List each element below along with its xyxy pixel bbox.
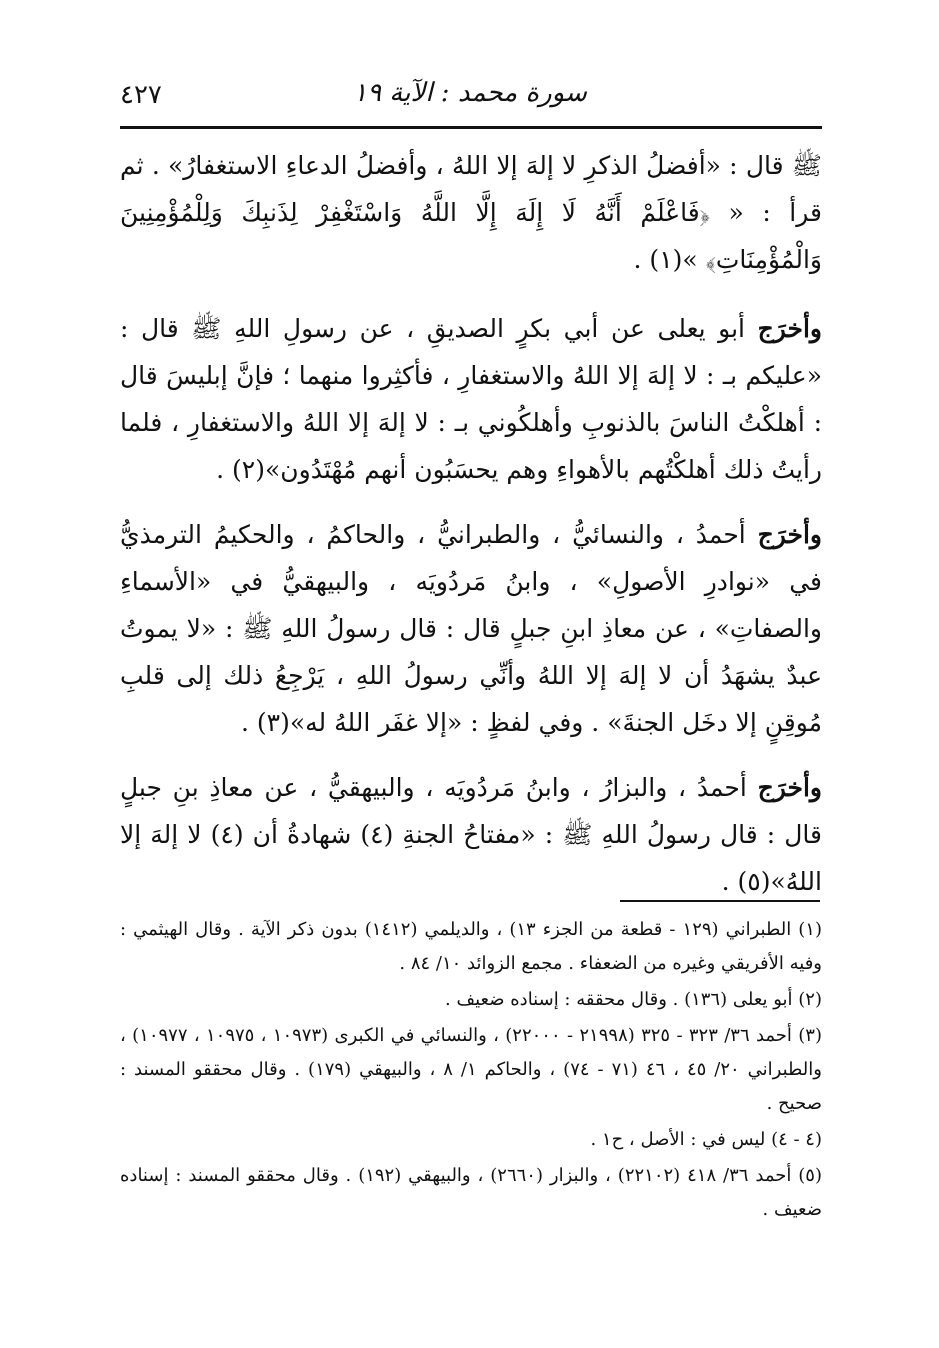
footnote-1: (١) الطبراني (١٢٩ - قطعة من الجزء ١٣) ، والديلمي (١٤١٢) بدون ذكر الآية . وقال الهيثمي : وفيه الأفريقي وغيره من الضعفاء . مجمع الزوائد ١٠/ ٨٤ .: [120, 919, 822, 974]
paragraph-4-text: أحمدُ ، والبزارُ ، وابنُ مَردُويَه ، والبيهقيُّ ، عن معاذِ بنِ جبلٍ قال : قال رسولُ اللهِ ﷺ : «مفتاحُ الجنةِ (٤) شهادةُ أن (٤) لا إلهَ إلا اللهُ»(٥) .: [120, 773, 822, 896]
footnote-3: (٣) أحمد ٣٦/ ٣٢٣ - ٣٢٥ (٢١٩٩٨ - ٢٢٠٠٠) ، والنسائي في الكبرى (١٠٩٧٣ ، ١٠٩٧٥ ، ١٠٩٧٧) ، والطبراني ٢٠/ ٤٥ ، ٤٦ (٧١ - ٧٤) ، والحاكم ١/ ٨ ، والبيهقي (١٧٩) . وقال محققو المسند : صحيح .: [120, 1025, 822, 1114]
paragraph-2-text: أبو يعلى عن أبي بكرٍ الصديقِ ، عن رسولِ اللهِ ﷺ قال : «عليكم بـ : لا إلهَ إلا اللهُ والاستغفارِ ، فأكثِروا منهما ؛ فإنَّ إبليسَ قال : أهلكْتُ الناسَ بالذنوبِ وأهلكُوني بـ : لا إلهَ إلا اللهُ والاستغفارِ ، فلما رأيتُ ذلك أهلكْتُهم بالأهواءِ وهم يحسَبُون أنهم مُهْتَدُون»(٢) .: [120, 314, 822, 484]
main-text: [120, 142, 822, 923]
paragraph-2-lead: وأخرَج: [757, 314, 822, 343]
paragraph-4: [120, 764, 822, 905]
paragraph-4-lead: وأخرَج: [757, 773, 822, 802]
footnote-4: (٤ - ٤) ليس في : الأصل ، ح١ .: [590, 1129, 822, 1150]
page-header: [120, 70, 820, 120]
footnotes: [120, 913, 822, 1229]
running-title: سورة محمد : الآية ١٩: [353, 78, 587, 108]
footnote-2: (٢) أبو يعلى (١٣٦) . وقال محققه : إسناده ضعيف .: [445, 989, 822, 1010]
footnote-separator: [620, 900, 820, 902]
paragraph-2: [120, 305, 822, 493]
page-number: ٤٢٧: [120, 80, 162, 110]
paragraph-3-text: أحمدُ ، والنسائيُّ ، والطبرانيُّ ، والحاكمُ ، والحكيمُ الترمذيُّ في «نوادرِ الأصولِ» ، وابنُ مَردُويَه ، والبيهقيُّ في «الأسماءِ والصفاتِ» ، عن معاذِ ابنِ جبلٍ قال : قال رسولُ اللهِ ﷺ : «لا يموتُ عبدٌ يشهَدُ أن لا إلهَ إلا اللهُ وأنِّي رسولُ اللهِ ، يَرْجِعُ ذلك إلى قلبِ مُوقِنٍ إلا دخَل الجنةَ» . وفي لفظٍ : «إلا غفَر اللهُ له»(٣) .: [120, 520, 822, 737]
header-rule: [120, 126, 822, 129]
paragraph-3: [120, 511, 822, 746]
paragraph-1: [120, 142, 822, 283]
footnote-5: (٥) أحمد ٣٦/ ٤١٨ (٢٢١٠٢) ، والبزار (٢٦٦٠) ، والبيهقي (١٩٢) . وقال محققو المسند : إسناده ضعيف .: [120, 1165, 822, 1220]
paragraph-3-lead: وأخرَج: [757, 520, 822, 549]
paragraph-1-text: ﷺ قال : «أفضلُ الذكرِ لا إلهَ إلا اللهُ ، وأفضلُ الدعاءِ الاستغفارُ» . ثم قرأ : « ﴿فَاعْلَمْ أَنَّهُ لَا إِلَهَ إِلَّا اللَّهُ وَاسْتَغْفِرْ لِذَنبِكَ وَلِلْمُؤْمِنِينَ وَالْمُؤْمِنَاتِ﴾ »(١) .: [120, 151, 822, 274]
